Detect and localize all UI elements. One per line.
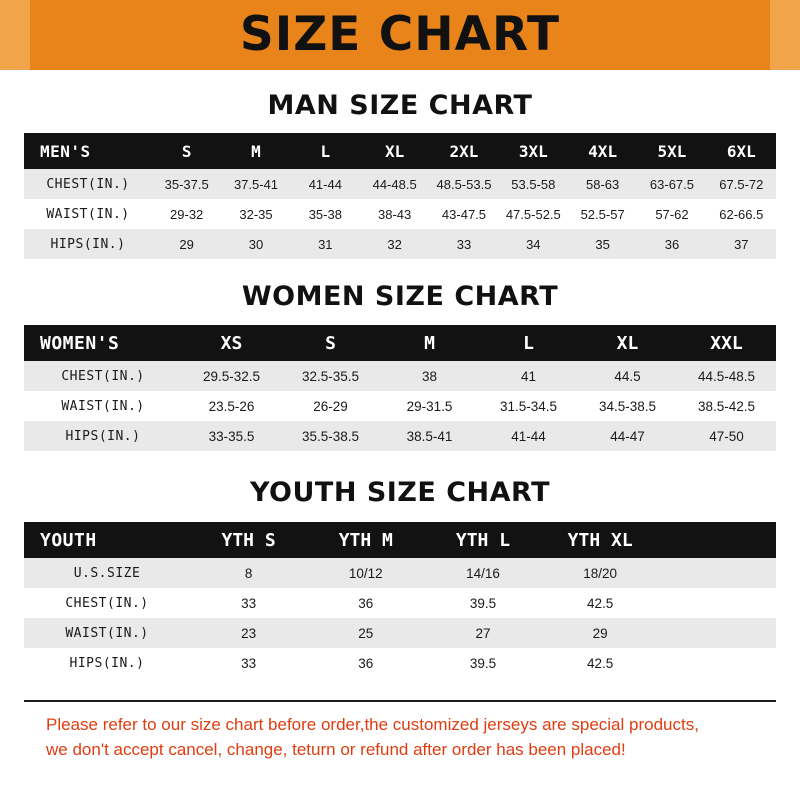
man-chest-m: 37.5-41 [221, 169, 290, 199]
man-hips-s: 29 [152, 229, 221, 259]
youth-chest-blank [659, 588, 776, 618]
man-waist-l: 35-38 [291, 199, 360, 229]
youth-header-s: YTH S [190, 522, 307, 558]
man-waist-4xl: 52.5-57 [568, 199, 637, 229]
youth-header-l: YTH L [424, 522, 541, 558]
man-waist-2xl: 43-47.5 [429, 199, 498, 229]
women-hips-l: 41-44 [479, 421, 578, 451]
women-row-chest-label: CHEST(IN.) [24, 361, 182, 391]
banner-right-stripe [770, 0, 800, 70]
man-chest-2xl: 48.5-53.5 [429, 169, 498, 199]
women-chest-xxl: 44.5-48.5 [677, 361, 776, 391]
man-waist-xl: 38-43 [360, 199, 429, 229]
table-row [24, 618, 776, 648]
youth-ussize-l: 14/16 [424, 558, 541, 588]
youth-header-m: YTH M [307, 522, 424, 558]
youth-row-hips-label: HIPS(IN.) [24, 648, 190, 678]
youth-waist-s: 23 [190, 618, 307, 648]
man-waist-6xl: 62-66.5 [707, 199, 776, 229]
man-waist-s: 29-32 [152, 199, 221, 229]
women-hips-xxl: 47-50 [677, 421, 776, 451]
banner-left-stripe [0, 0, 30, 70]
man-chest-l: 41-44 [291, 169, 360, 199]
man-waist-m: 32-35 [221, 199, 290, 229]
youth-waist-blank [659, 618, 776, 648]
man-header-m: M [221, 133, 290, 169]
table-row [24, 421, 776, 451]
man-hips-l: 31 [291, 229, 360, 259]
man-row-hips-label: HIPS(IN.) [24, 229, 152, 259]
youth-size-table [24, 522, 776, 678]
youth-header-label: YOUTH [24, 522, 190, 558]
table-row [24, 558, 776, 588]
women-chest-l: 41 [479, 361, 578, 391]
man-hips-3xl: 34 [499, 229, 568, 259]
man-header-s: S [152, 133, 221, 169]
youth-ussize-m: 10/12 [307, 558, 424, 588]
youth-chest-xl: 42.5 [542, 588, 659, 618]
man-chest-s: 35-37.5 [152, 169, 221, 199]
women-chest-xl: 44.5 [578, 361, 677, 391]
youth-table-body [24, 558, 776, 678]
women-chest-m: 38 [380, 361, 479, 391]
youth-chest-l: 39.5 [424, 588, 541, 618]
youth-hips-m: 36 [307, 648, 424, 678]
man-hips-4xl: 35 [568, 229, 637, 259]
youth-hips-blank [659, 648, 776, 678]
man-waist-3xl: 47.5-52.5 [499, 199, 568, 229]
man-header-2xl: 2XL [429, 133, 498, 169]
table-row [24, 361, 776, 391]
women-waist-l: 31.5-34.5 [479, 391, 578, 421]
footer-note [24, 700, 776, 762]
table-row [24, 199, 776, 229]
chart-content [0, 90, 800, 762]
youth-row-ussize-label: U.S.SIZE [24, 558, 190, 588]
women-waist-s: 26-29 [281, 391, 380, 421]
youth-row-chest-label: CHEST(IN.) [24, 588, 190, 618]
women-hips-xs: 33-35.5 [182, 421, 281, 451]
footer-note-line-2: we don't accept cancel, change, teturn or refund after order has been placed! [46, 740, 626, 759]
table-row [24, 169, 776, 199]
youth-waist-xl: 29 [542, 618, 659, 648]
women-header-xxl: XXL [677, 325, 776, 361]
man-waist-5xl: 57-62 [637, 199, 706, 229]
man-chest-xl: 44-48.5 [360, 169, 429, 199]
man-table-head [24, 133, 776, 169]
man-chest-4xl: 58-63 [568, 169, 637, 199]
youth-chest-s: 33 [190, 588, 307, 618]
man-size-table [24, 133, 776, 259]
table-row [24, 648, 776, 678]
women-hips-s: 35.5-38.5 [281, 421, 380, 451]
women-hips-m: 38.5-41 [380, 421, 479, 451]
women-header-m: M [380, 325, 479, 361]
youth-header-blank [659, 522, 776, 558]
man-header-xl: XL [360, 133, 429, 169]
table-row [24, 391, 776, 421]
women-row-hips-label: HIPS(IN.) [24, 421, 182, 451]
women-waist-m: 29-31.5 [380, 391, 479, 421]
women-hips-xl: 44-47 [578, 421, 677, 451]
man-header-l: L [291, 133, 360, 169]
man-row-waist-label: WAIST(IN.) [24, 199, 152, 229]
footer-note-line-1: Please refer to our size chart before order,the customized jerseys are special products, [46, 715, 699, 734]
man-chest-6xl: 67.5-72 [707, 169, 776, 199]
man-chest-5xl: 63-67.5 [637, 169, 706, 199]
youth-hips-xl: 42.5 [542, 648, 659, 678]
women-chest-xs: 29.5-32.5 [182, 361, 281, 391]
table-header-row [24, 133, 776, 169]
youth-waist-l: 27 [424, 618, 541, 648]
page-title: SIZE CHART [239, 7, 561, 62]
page-banner [0, 0, 800, 70]
youth-ussize-s: 8 [190, 558, 307, 588]
man-row-chest-label: CHEST(IN.) [24, 169, 152, 199]
youth-hips-s: 33 [190, 648, 307, 678]
table-header-row [24, 325, 776, 361]
youth-chest-m: 36 [307, 588, 424, 618]
man-chest-3xl: 53.5-58 [499, 169, 568, 199]
man-hips-xl: 32 [360, 229, 429, 259]
youth-ussize-xl: 18/20 [542, 558, 659, 588]
man-hips-2xl: 33 [429, 229, 498, 259]
women-waist-xl: 34.5-38.5 [578, 391, 677, 421]
youth-header-xl: YTH XL [542, 522, 659, 558]
women-header-xs: XS [182, 325, 281, 361]
man-table-body [24, 169, 776, 259]
youth-table-head [24, 522, 776, 558]
table-header-row [24, 522, 776, 558]
youth-row-waist-label: WAIST(IN.) [24, 618, 190, 648]
man-header-label: MEN'S [24, 133, 152, 169]
man-header-6xl: 6XL [707, 133, 776, 169]
women-table-head [24, 325, 776, 361]
youth-waist-m: 25 [307, 618, 424, 648]
women-header-label: WOMEN'S [24, 325, 182, 361]
man-hips-6xl: 37 [707, 229, 776, 259]
women-chest-s: 32.5-35.5 [281, 361, 380, 391]
table-row [24, 588, 776, 618]
women-size-table [24, 325, 776, 451]
youth-ussize-blank [659, 558, 776, 588]
women-header-xl: XL [578, 325, 677, 361]
section-title-man: MAN SIZE CHART [267, 90, 533, 121]
man-header-4xl: 4XL [568, 133, 637, 169]
women-row-waist-label: WAIST(IN.) [24, 391, 182, 421]
section-title-women: WOMEN SIZE CHART [241, 281, 559, 312]
women-header-s: S [281, 325, 380, 361]
women-table-body [24, 361, 776, 451]
section-title-youth: YOUTH SIZE CHART [249, 477, 551, 508]
man-header-5xl: 5XL [637, 133, 706, 169]
man-hips-5xl: 36 [637, 229, 706, 259]
women-header-l: L [479, 325, 578, 361]
man-hips-m: 30 [221, 229, 290, 259]
table-row [24, 229, 776, 259]
women-waist-xs: 23.5-26 [182, 391, 281, 421]
youth-hips-l: 39.5 [424, 648, 541, 678]
women-waist-xxl: 38.5-42.5 [677, 391, 776, 421]
man-header-3xl: 3XL [499, 133, 568, 169]
